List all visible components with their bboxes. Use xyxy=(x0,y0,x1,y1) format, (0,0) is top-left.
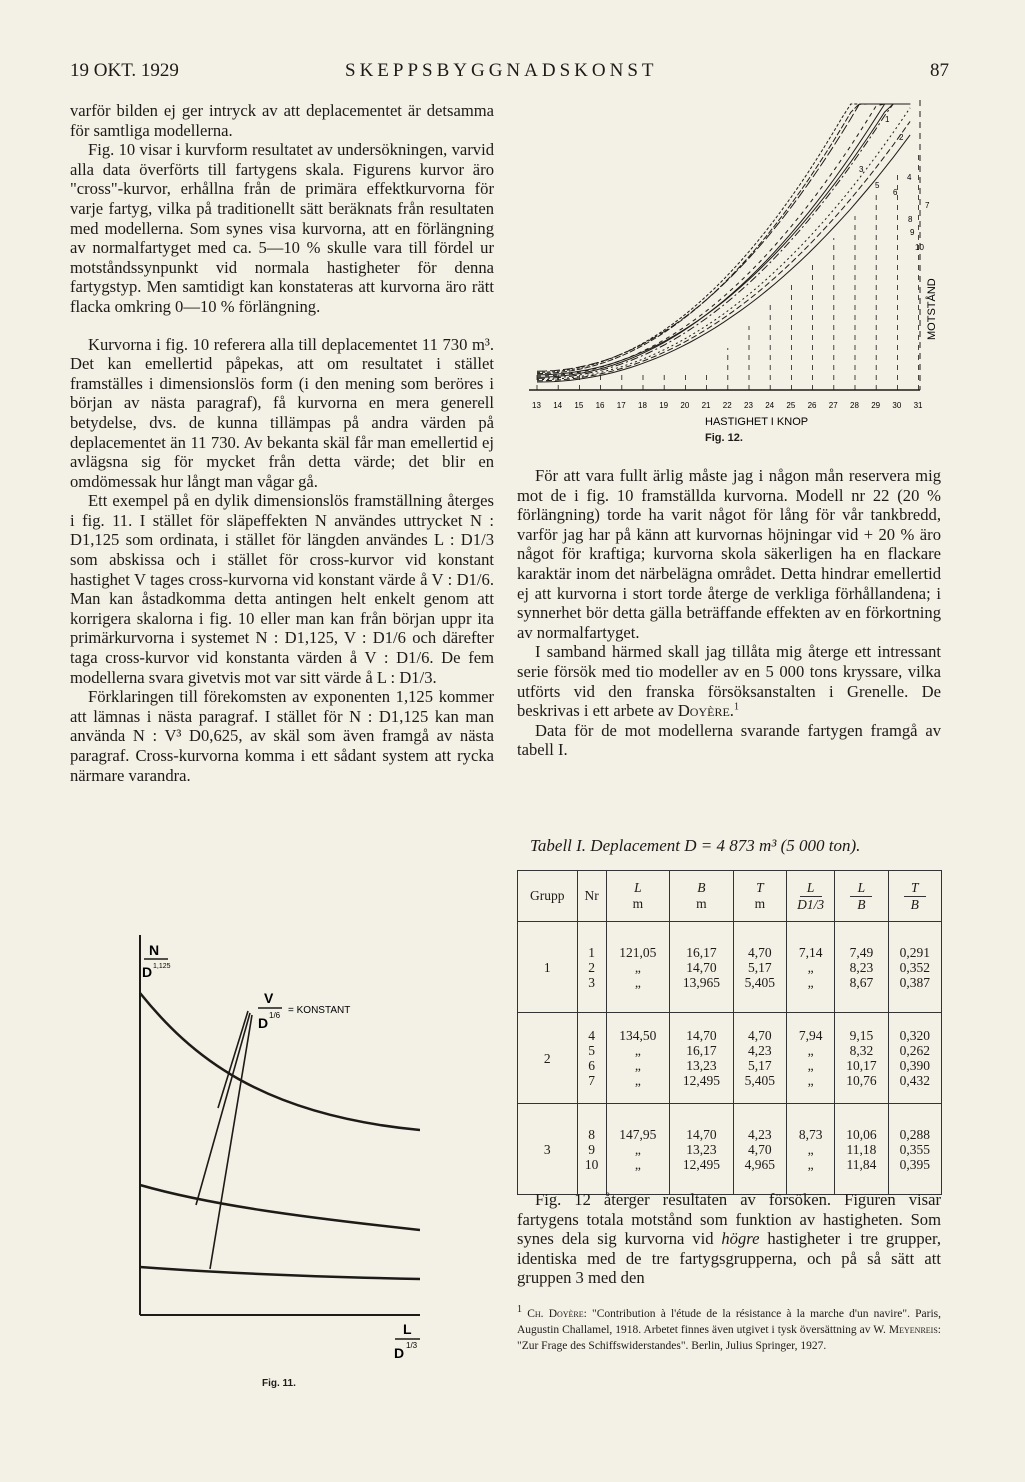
table-cell: 121,05 „ „ xyxy=(606,922,670,1013)
fig12-x-tick: 13 xyxy=(532,401,541,410)
fig12-curve-label: 4 xyxy=(907,173,912,182)
fig12-x-tick: 31 xyxy=(913,401,923,410)
fig11-ylabel-exp: 1,125 xyxy=(153,963,171,970)
table-cell: 0,320 0,262 0,390 0,432 xyxy=(888,1013,941,1104)
paragraph: Förklaringen till förekomsten av exponenten 1,125 kommer att lämnas i nästa paragraf. I stället för N : D1,125 kan man använda N : V³ D0,625, av skäl som även framgå av nästa paragraf. Cross-kurvorna komma i ett sådant system att rycka närmare varandra. xyxy=(70,687,494,785)
paragraph: Ett exempel på en dylik dimensionslös framställning återges i fig. 11. I stället för släpeffekten N användes uttrycket N : D1,125 som ordinata, i stället för längden användes L : D1/3 som abskissa och i stället för cross-kurvor vid konstant hastighet V tages cross-kurvorna vid konstant värde å V : D1/6. Man kan åstadkomma detta antingen helt enkelt genom att korrigera skalorna i fig. 10 eller man kan från början uppr ita primärkurvorna i systemet N : D1,125, V : D1/6 och därefter taga cross-kurvor vid konstanta värden å V : D1/6. De fem modellerna svara givetvis mot var sitt värde å L : D1/3. xyxy=(70,491,494,687)
table-cell: 9,15 8,32 10,17 10,76 xyxy=(835,1013,888,1104)
table-header-cell: T m xyxy=(733,871,786,922)
fig12-x-axis-label: HASTIGHET I KNOP xyxy=(705,416,809,428)
paragraph: Fig. 10 visar i kurvform resultatet av undersökningen, varvid alla data överförts till fartygens skala. Figurens kurvor äro "cross"-kurvor, erhållna från de primära effektkurvorna för varje fartyg, vilka på traditionellt sätt beräknats från resultaten med modellerna. Som synes visa kurvorna, att en förlängning av normalfartyget med ca. 5—10 % skulle vara till fördel ur motståndssynpunkt vid normala hastigheter för denna fartygstyp. Men samtidigt kan konstateras att kurvorna äro rätt flacka omkring 0—10 % förlängning. xyxy=(70,140,494,316)
table-cell: 4 5 6 7 xyxy=(577,1013,606,1104)
table-header-cell: L D1/3 xyxy=(787,871,835,922)
table-cell: 4,70 5,17 5,405 xyxy=(733,922,786,1013)
fig12-x-tick: 22 xyxy=(722,401,732,410)
fig11-const-exp: 1/6 xyxy=(269,1011,281,1020)
table-row xyxy=(518,1104,942,1195)
footnote-mark: 1 xyxy=(517,1304,522,1316)
data-table xyxy=(517,870,942,1195)
table-cell: 10,06 11,18 11,84 xyxy=(835,1104,888,1195)
table-cell: 0,288 0,355 0,395 xyxy=(888,1104,941,1195)
right-column xyxy=(517,466,941,760)
footnote-text: : "Contribution à l'étude de la résistance à la marche d'un navire". Paris, Augustin Challamel, 1918. Arbetet finnes även utgivet i tysk översättning av W. xyxy=(517,1308,942,1336)
fig12-curve-label: 2 xyxy=(899,133,904,142)
footnote-ref: 1 xyxy=(733,701,739,713)
fig12-x-tick: 28 xyxy=(850,401,859,410)
text: I samband härmed skall jag tillåta mig återge ett intressant serie försök med tio modeller av en 5 000 tons kryssare, vilka utförts vid den franska försöksanstalten i Grenelle. De beskrivas i ett arbete av xyxy=(517,642,941,721)
fig12-curve-label: 1 xyxy=(885,115,890,124)
fig11-xlabel-num: L xyxy=(403,1321,412,1337)
paragraph xyxy=(517,1190,941,1288)
fig12-curve xyxy=(537,108,910,380)
fig12-x-tick: 20 xyxy=(680,401,690,410)
fig12-x-tick: 30 xyxy=(892,401,902,410)
fig12-y-axis-label: MOTSTÅND xyxy=(926,278,938,340)
fig12-curve-label: 8 xyxy=(908,215,913,224)
table-cell: 16,17 14,70 13,965 xyxy=(670,922,734,1013)
text: hastigheter i tre grupper, identiska med de tre fartygsgrupperna, och på så sätt att gruppen 3 med den xyxy=(517,1229,941,1288)
table-cell: 7,14 „ „ xyxy=(787,922,835,1013)
table-title: Tabell I. Deplacement D = 4 873 m³ (5 000 ton). xyxy=(530,836,861,855)
fig12-curve-label: 5 xyxy=(875,181,880,190)
fig12-x-tick: 17 xyxy=(616,401,626,410)
left-column xyxy=(70,101,494,785)
table-cell: 1 xyxy=(518,922,578,1013)
fig12-x-tick: 24 xyxy=(765,401,775,410)
table-cell: 7,94 „ „ „ xyxy=(787,1013,835,1104)
table-header-cell: T B xyxy=(888,871,941,922)
table-cell: 7,49 8,23 8,67 xyxy=(835,922,888,1013)
table-header-cell: Grupp xyxy=(518,871,578,922)
header-journal-title: SKEPPSBYGGNADSKONST xyxy=(345,60,658,81)
table-row xyxy=(518,1013,942,1104)
footnote xyxy=(517,1306,941,1354)
header-page-number: 87 xyxy=(930,60,949,81)
paragraph xyxy=(517,642,941,720)
fig12-curve xyxy=(537,104,910,376)
table-cell: 147,95 „ „ xyxy=(606,1104,670,1195)
fig11-ylabel-den: D xyxy=(142,964,153,980)
fig12-curve xyxy=(537,135,910,382)
fig12-x-tick: 15 xyxy=(574,401,584,410)
fig12-x-tick: 16 xyxy=(595,401,605,410)
fig12-curve xyxy=(537,104,910,374)
fig12-curve xyxy=(537,104,910,375)
table-cell: 0,291 0,352 0,387 xyxy=(888,922,941,1013)
table-cell: 2 xyxy=(518,1013,578,1104)
fig11-xlabel-exp: 1/3 xyxy=(406,1341,418,1350)
right-column-lower xyxy=(517,1190,941,1288)
fig11-const-den: D xyxy=(258,1015,269,1031)
fig12-curve xyxy=(537,104,910,371)
paragraph: Kurvorna i fig. 10 referera alla till deplacementet 11 730 m³. Det kan emellertid påpekas, att om resultatet i stället framställes i dimensionslös form (i den mening som beröres i början av nästa paragraf), få kurvorna en mera generell betydelse, dvs. de kunna tillämpas på andra värden på deplacementet än 11 730. Av bekanta skäl får man emellertid ej avlägsna sig för mycket från detta värde; det blir en omdömessak hur långt man vågar gå. xyxy=(70,334,494,491)
table-cell: 3 xyxy=(518,1104,578,1195)
header-date: 19 OKT. 1929 xyxy=(70,60,179,81)
table-header-cell: L B xyxy=(835,871,888,922)
fig12-x-tick: 18 xyxy=(638,401,647,410)
text: Fig. 12 återger resultaten av försöken. Figuren visar fartygens totala motstånd som funktion av hastigheten. Som synes dela sig kurvorna vid xyxy=(517,1190,941,1249)
fig12-x-tick: 21 xyxy=(701,401,711,410)
fig12-curve xyxy=(537,104,910,378)
fig12-x-tick: 19 xyxy=(659,401,669,410)
paragraph: varför bilden ej ger intryck av att deplacementet är detsamma för samtliga modellerna. xyxy=(70,101,494,140)
table-cell: 4,23 4,70 4,965 xyxy=(733,1104,786,1195)
fig12-curve-label: 7 xyxy=(925,201,930,210)
fig11-ylabel-num: N xyxy=(149,942,160,958)
fig12-caption: Fig. 12. xyxy=(705,432,743,444)
paragraph: För att vara fullt ärlig måste jag i någon mån reservera mig mot de i fig. 10 framställda kurvorna. Modell nr 22 (20 % förlängning) torde ha varit något för lång för vår tankbredd, varför jag har på känn att kurvornas höjningar vid + 20 % äro något för kraftiga; kurvorna skola säkerligen ha en flackare karaktär inom det närbelägna området. Detta hindrar emellertid ej att kurvorna i stort torde återge de verkliga förhållandena; i synnerhet bör detta gälla beträffande effekten av en förkortning av normalfartyget. xyxy=(517,466,941,642)
emphasis: högre xyxy=(721,1229,760,1249)
paragraph: Data för de mot modellerna svarande fartygen framgå av tabell I. xyxy=(517,720,941,760)
table-header-cell: L m xyxy=(606,871,670,922)
fig11-const-text: = KONSTANT xyxy=(288,1005,351,1016)
fig12-curve xyxy=(537,104,910,372)
table-cell: 1 2 3 xyxy=(577,922,606,1013)
fig11-diagram xyxy=(120,935,420,1375)
author-name: Doyère. xyxy=(677,701,734,721)
fig11-curve-3 xyxy=(140,1267,420,1279)
fig11-curve-2 xyxy=(140,1185,420,1230)
fig11-xlabel-den: D xyxy=(394,1345,405,1361)
fig11-caption: Fig. 11. xyxy=(262,1378,296,1389)
fig12-x-tick: 14 xyxy=(553,401,563,410)
fig12-curve-label: 9 xyxy=(910,228,915,237)
table-cell: 4,70 4,23 5,17 5,405 xyxy=(733,1013,786,1104)
fig12-x-tick: 25 xyxy=(786,401,796,410)
fig12-x-tick: 27 xyxy=(828,401,838,410)
footnote-author2: Meyenreis xyxy=(888,1324,938,1336)
table-cell: 8 9 10 xyxy=(577,1104,606,1195)
table-cell: 134,50 „ „ „ xyxy=(606,1013,670,1104)
footnote-author: Ch. Doyère xyxy=(527,1308,584,1320)
footnote-text2: : "Zur Frage des Schiffswiderstandes". Berlin, Julius Springer, 1927. xyxy=(517,1324,941,1352)
fig12-x-tick: 29 xyxy=(871,401,881,410)
table-cell: 8,73 „ „ xyxy=(787,1104,835,1195)
table-header-cell: B m xyxy=(670,871,734,922)
fig12-curve-label: 6 xyxy=(893,188,898,197)
fig11-const-num: V xyxy=(264,990,274,1006)
fig12-curve-label: 3 xyxy=(859,165,864,174)
fig12-diagram xyxy=(515,100,945,430)
fig12-curve xyxy=(537,104,910,377)
fig12-x-tick: 26 xyxy=(807,401,817,410)
fig12-curve-label: 10 xyxy=(915,243,924,252)
fig12-x-tick: 23 xyxy=(744,401,753,410)
table-header-cell: Nr xyxy=(577,871,606,922)
table-row xyxy=(518,922,942,1013)
table-cell: 14,70 16,17 13,23 12,495 xyxy=(670,1013,734,1104)
table-cell: 14,70 13,23 12,495 xyxy=(670,1104,734,1195)
